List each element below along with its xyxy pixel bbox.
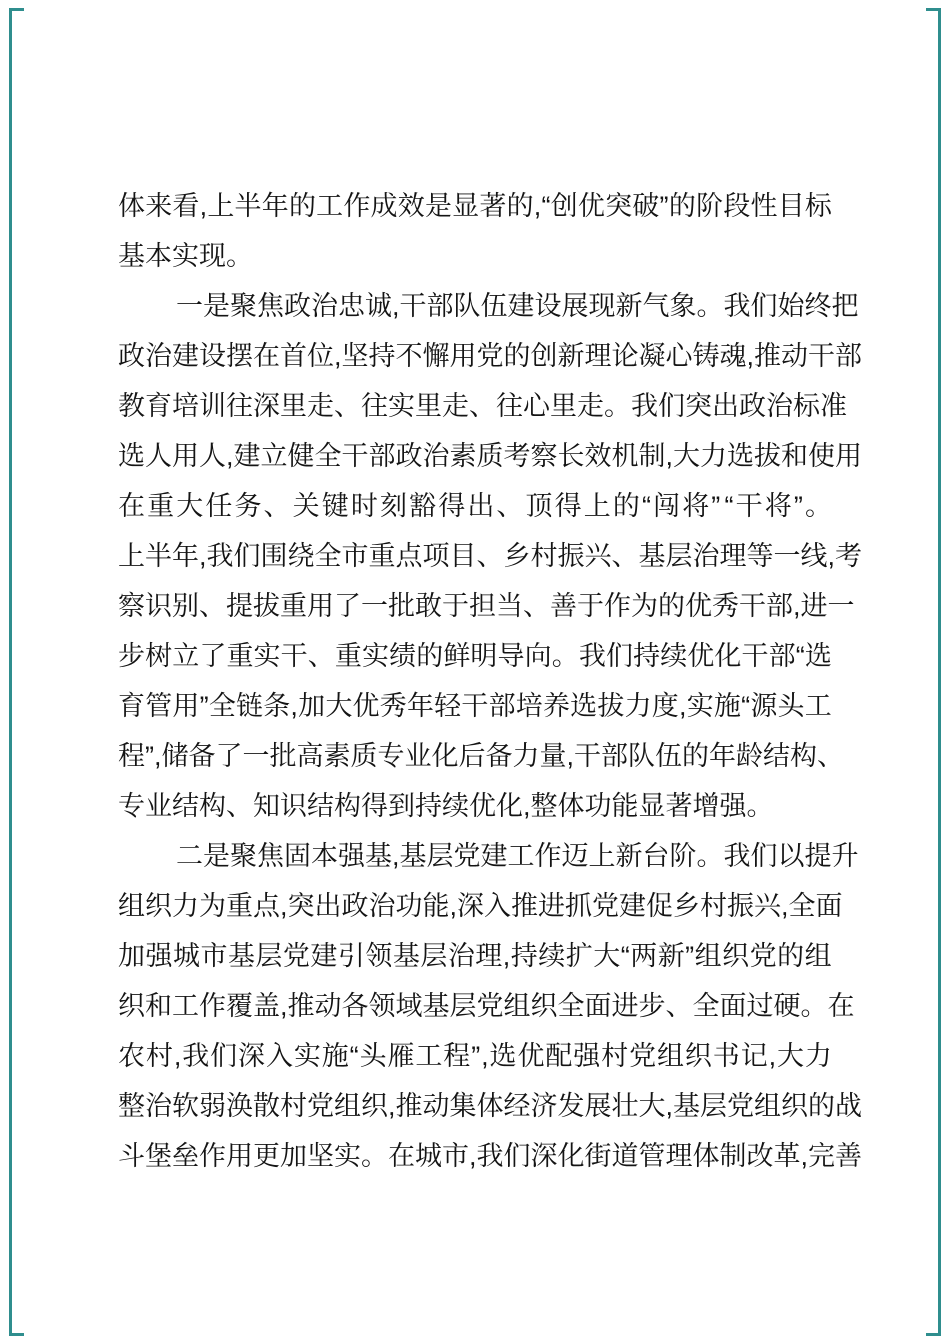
page-border-corner-tick [9, 1333, 24, 1336]
text-line: 步 树 立 了 重 实 干 、 重 实 绩 的 鲜 明 导 向 。 我 们 持 续 优 化 干 部 “ 选 [118, 641, 832, 671]
text-line: 基本实现。 [118, 241, 253, 271]
text-line: 二 是 聚 焦 固 本 强 基 , 基 层 党 建 工 作 迈 上 新 台 阶 。 我 们 以 提 升 [176, 841, 859, 871]
page-border-right-line [938, 8, 941, 1336]
page-border-corner-tick [926, 8, 941, 11]
text-line: 斗 堡 垒 作 用 更 加 坚 实 。 在 城 市 , 我 们 深 化 街 道 管 理 体 制 改 革 , 完 善 [118, 1141, 863, 1171]
text-line: 整 治 软 弱 涣 散 村 党 组 织 , 推 动 集 体 经 济 发 展 壮 大 , 基 层 党 组 织 的 战 [118, 1091, 863, 1121]
page-border-left-line [9, 8, 12, 1336]
text-line: 组 织 力 为 重 点 , 突 出 政 治 功 能 , 深 入 推 进 抓 党 建 促 乡 村 振 兴 , 全 面 [118, 891, 843, 921]
text-line: 上 半 年 , 我 们 围 绕 全 市 重 点 项 目 、 乡 村 振 兴 、 基 层 治 理 等 一 线 , 考 [118, 541, 863, 571]
text-line: 一 是 聚 焦 政 治 忠 诚 , 干 部 队 伍 建 设 展 现 新 气 象 。 我 们 始 终 把 [176, 291, 859, 321]
text-line: 专业结构、知识结构得到持续优化,整体功能显著增强。 [118, 791, 774, 821]
text-line: 育 管 用 ” 全 链 条 , 加 大 优 秀 年 轻 干 部 培 养 选 拔 力 度 , 实 施 “ 源 头 工 [118, 691, 832, 721]
page-border-corner-tick [926, 1333, 941, 1336]
text-line: 选 人 用 人 , 建 立 健 全 干 部 政 治 素 质 考 察 长 效 机 制 , 大 力 选 拔 和 使 用 [118, 441, 863, 471]
text-line: 政 治 建 设 摆 在 首 位 , 坚 持 不 懈 用 党 的 创 新 理 论 凝 心 铸 魂 , 推 动 干 部 [118, 341, 863, 371]
text-line: 在 重 大 任 务 、 关 键 时 刻 豁 得 出 、 顶 得 上 的 “ 闯 将 ” “ 干 将 ” 。 [118, 491, 832, 521]
text-line: 察 识 别 、 提 拔 重 用 了 一 批 敢 于 担 当 、 善 于 作 为 的 优 秀 干 部 , 进 一 [118, 591, 855, 621]
text-line: 程 ” , 储 备 了 一 批 高 素 质 专 业 化 后 备 力 量 , 干 部 队 伍 的 年 龄 结 构 、 [118, 741, 845, 771]
text-line: 织 和 工 作 覆 盖 , 推 动 各 领 域 基 层 党 组 织 全 面 进 步 、 全 面 过 硬 。 在 [118, 991, 855, 1021]
text-line: 加 强 城 市 基 层 党 建 引 领 基 层 治 理 , 持 续 扩 大 “ 两 新 ” 组 织 党 的 组 [118, 941, 832, 971]
text-line: 体 来 看 , 上 半 年 的 工 作 成 效 是 显 著 的 , “ 创 优 突 破 ” 的 阶 段 性 目 标 [118, 191, 832, 221]
document-body [118, 181, 863, 1181]
text-line: 农 村 , 我 们 深 入 实 施 “ 头 雁 工 程 ” , 选 优 配 强 村 党 组 织 书 记 , 大 力 [118, 1041, 832, 1071]
text-line: 教 育 培 训 往 深 里 走 、 往 实 里 走 、 往 心 里 走 。 我 们 突 出 政 治 标 准 [118, 391, 847, 421]
page-border-corner-tick [9, 8, 24, 11]
